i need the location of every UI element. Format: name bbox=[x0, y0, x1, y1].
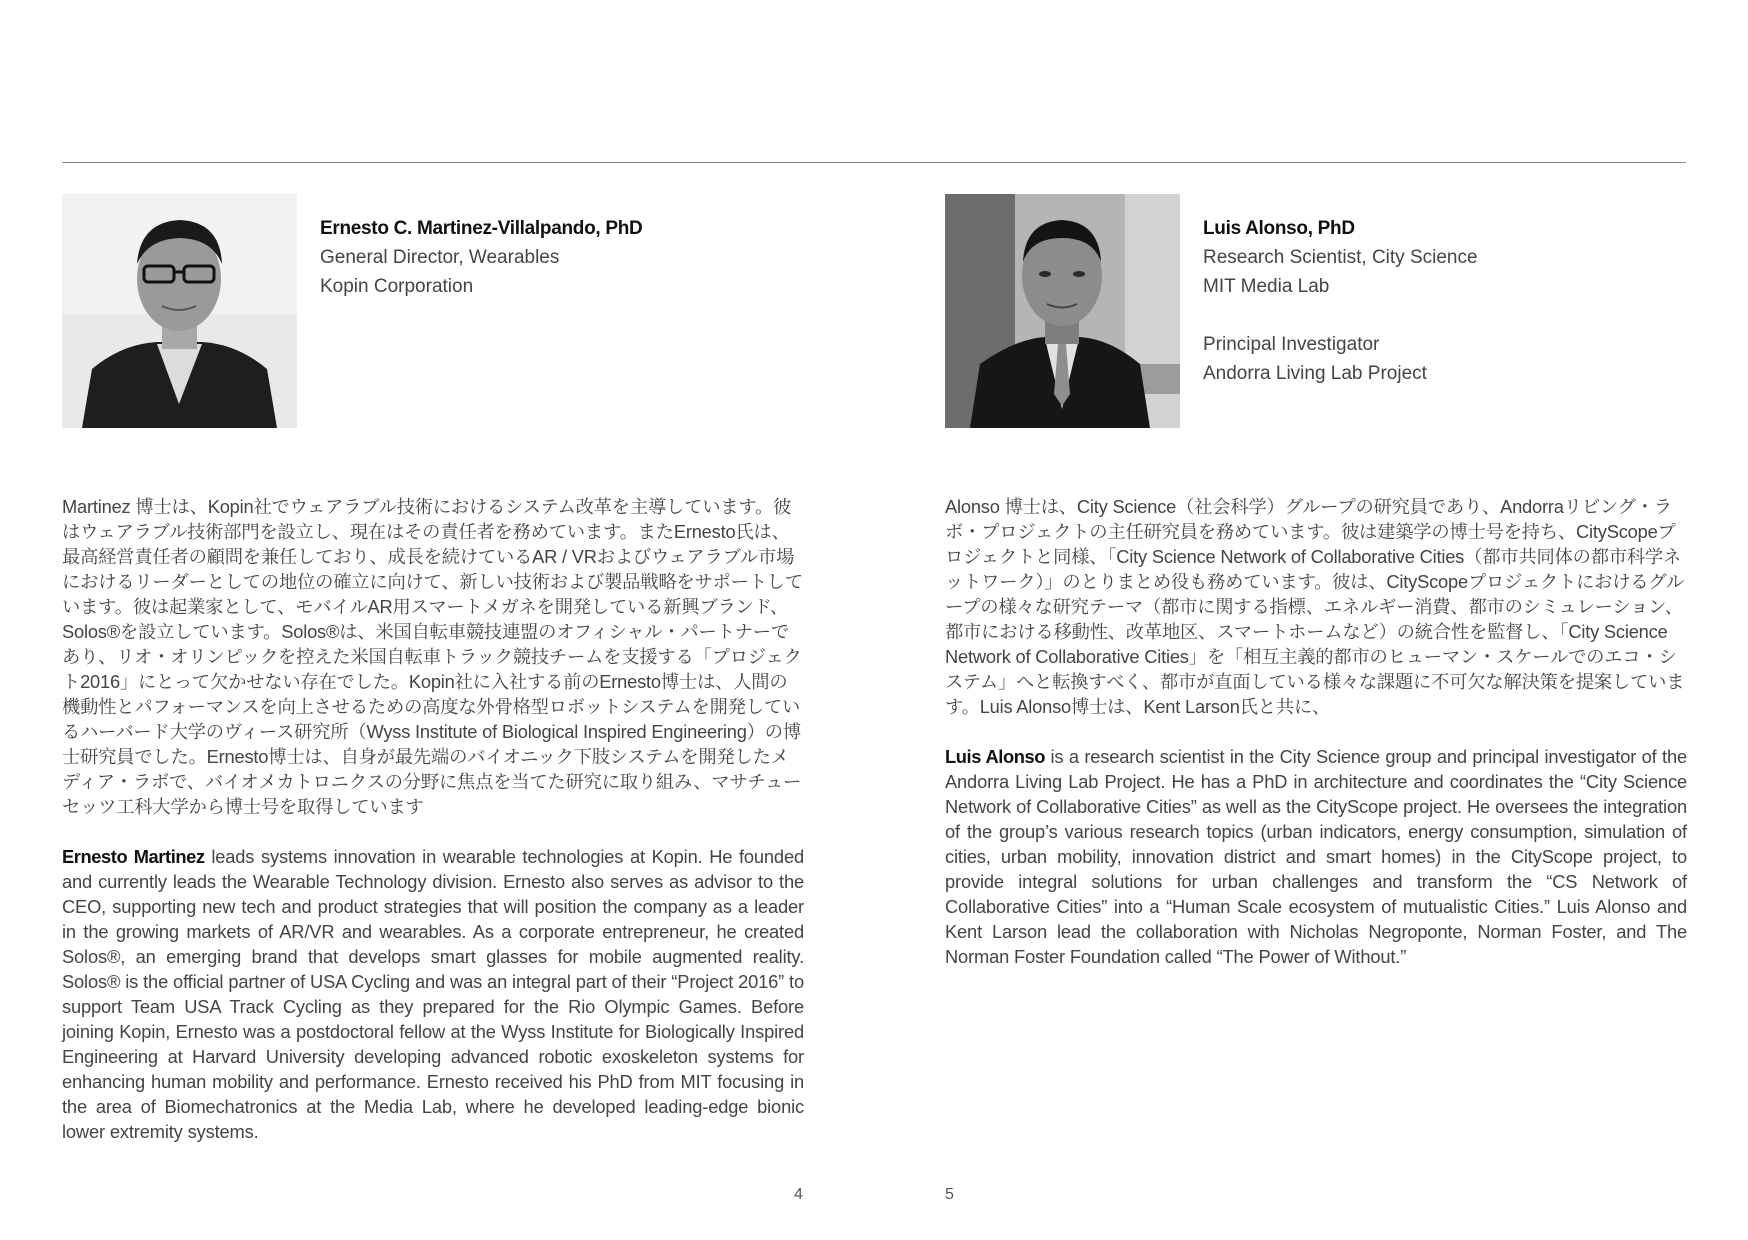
bio-english-name: Luis Alonso bbox=[945, 746, 1046, 767]
speaker-name: Ernesto C. Martinez-Villalpando, PhD bbox=[320, 218, 643, 239]
bio-japanese: Alonso 博士は、City Science（社会科学）グループの研究員であり、Andorraリビング・ラボ・プロジェクトの主任研究員を務めています。彼は建築学の博士号を持ち、CityScopeプロジェクトと同様、「City Science Network of Collaborative Cities（都市共同体の都市科学ネットワーク）」のとりまとめ役も務めています。彼は、CityScopeプロジェクトにおけるグループの様々な研究テーマ（都市に関する指標、エネルギー消費、都市のシミュレーション、都市における移動性、改革地区、スマートホームなど）の統合性を監督し、「City Science Network of Collaborative Cities」を「相互主義的都市のヒューマン・スケールでのエコ・システム」へと転換すべく、都市が直面している様々な課題に不可欠な解決策を提案しています。Luis Alonso博士は、Kent Larson氏と共に、 bbox=[945, 496, 1685, 717]
bio-english bbox=[945, 744, 1687, 969]
top-divider bbox=[62, 162, 1686, 163]
speaker-role: Research Scientist, City Science bbox=[1203, 247, 1478, 268]
speaker-name: Luis Alonso, PhD bbox=[1203, 218, 1355, 239]
bio-column-martinez bbox=[62, 494, 804, 1169]
speaker-organization: MIT Media Lab bbox=[1203, 276, 1330, 297]
bio-english-text: leads systems innovation in wearable technologies at Kopin. He founded and currently leads the Wearable Technology division. Ernesto also serves as advisor to the CEO, supporting new tech and product strategies that will position the company as a leader in the growing markets of AR/VR and wearables. As a corporate entrepreneur, he created Solos®, an emerging brand that develops smart glasses for mobile augmented reality. Solos® is the official partner of USA Cycling and was an integral part of their “Project 2016” to support Team USA Track Cycling as they prepared for the Rio Olympic Games. Before joining Kopin, Ernesto was a postdoctoral fellow at the Wyss Institute for Biologically Inspired Engineering at Harvard University developing advanced robotic exoskeleton systems for enhancing human mobility and performance. Ernesto received his PhD from MIT focusing in the area of Biomechatronics at the Media Lab, where he developed leading-edge bionic lower extremity systems. bbox=[62, 846, 804, 1142]
bio-column-alonso bbox=[945, 494, 1687, 994]
bio-english-text: is a research scientist in the City Science group and principal investigator of the Andorra Living Lab Project. He has a PhD in architecture and coordinates the “City Science Network of Collaborative Cities” as well as the CityScope project. He oversees the integration of the group’s various research topics (urban indicators, energy consumption, simulation of cities, urban mobility, innovation district and smart homes) in the CityScope project, to provide integral solutions for urban challenges and transform the “CS Network of Collaborative Cities” into a “Human Scale ecosystem of mutualistic Cities.” Luis Alonso and Kent Larson lead the collaboration with Nicholas Negroponte, Norman Foster, and The Norman Foster Foundation called “The Power of Without.” bbox=[945, 746, 1687, 967]
bio-english-name: Ernesto Martinez bbox=[62, 846, 205, 867]
speaker-header-martinez bbox=[320, 214, 642, 301]
speaker-role-secondary: Principal Investigator bbox=[1203, 334, 1380, 355]
spacer bbox=[1203, 301, 1478, 330]
bio-japanese: Martinez 博士は、Kopin社でウェアラブル技術におけるシステム改革を主導しています。彼はウェアラブル技術部門を設立し、現在はその責任者を務めています。またErnesto氏は、最高経営責任者の顧問を兼任しており、成長を続けているAR / VRおよびウェアラブル市場におけるリーダーとしての地位の確立に向けて、新しい技術および製品戦略をサポートしています。彼は起業家として、モバイルAR用スマートメガネを開発している新興ブランド、Solos®を設立しています。Solos®は、米国自転車競技連盟のオフィシャル・パートナーであり、リオ・オリンピックを控えた米国自転車トラック競技チームを支援する「プロジェクト2016」にとって欠かせない存在でした。Kopin社に入社する前のErnesto博士は、人間の機動性とパフォーマンスを向上させるための高度な外骨格型ロボットシステムを開発しているハーバード大学のヴィース研究所（Wyss Institute of Biological Inspired Engineering）の博士研究員でした。Ernesto博士は、自身が最先端のバイオニック下肢システムを開発したメディア・ラボで、バイオメカトロニクスの分野に焦点を当てた研究に取り組み、マサチューセッツ工科大学から博士号を取得しています bbox=[62, 496, 803, 817]
speaker-organization-secondary: Andorra Living Lab Project bbox=[1203, 363, 1427, 384]
portrait-photo-alonso bbox=[945, 194, 1180, 428]
bio-english bbox=[62, 844, 804, 1144]
page-number-left: 4 bbox=[794, 1186, 803, 1203]
page-number-right: 5 bbox=[945, 1186, 954, 1203]
portrait-photo-martinez bbox=[62, 194, 297, 428]
speaker-role: General Director, Wearables bbox=[320, 247, 560, 268]
speaker-header-alonso bbox=[1203, 214, 1478, 388]
speaker-organization: Kopin Corporation bbox=[320, 276, 474, 297]
